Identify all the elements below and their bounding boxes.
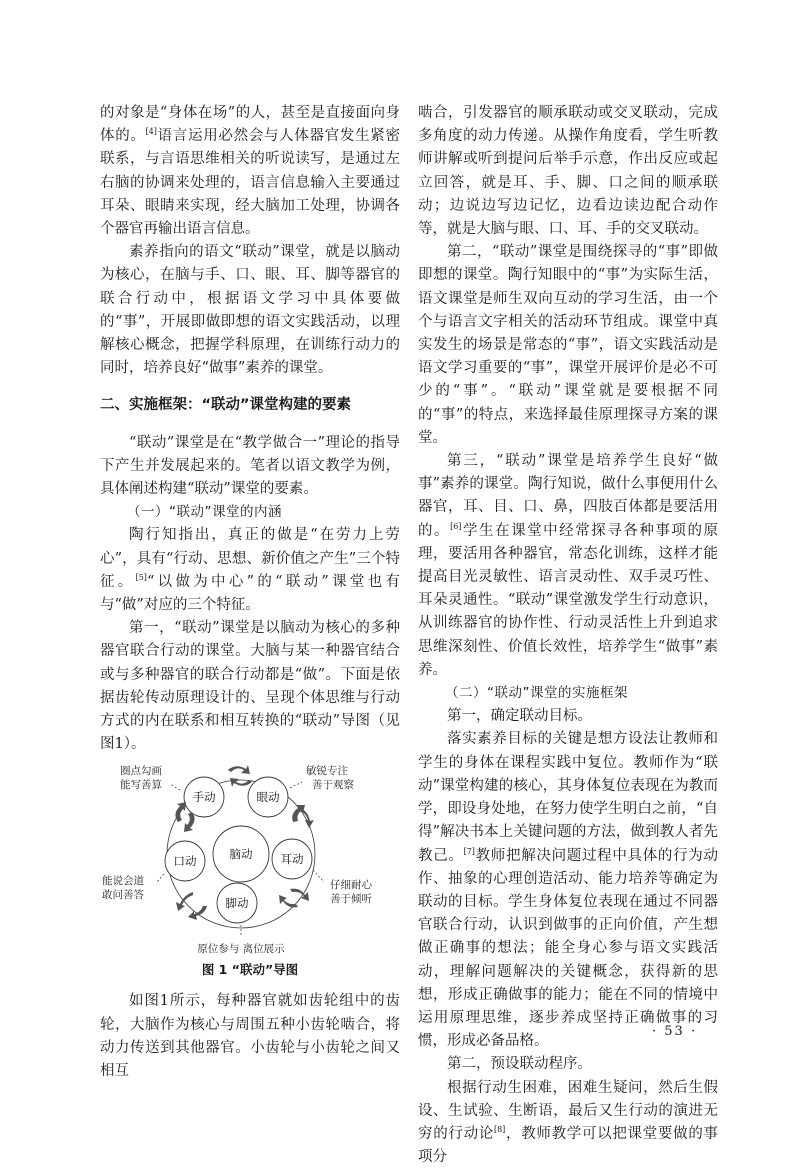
paragraph: 第一，“联动”课堂是以脑动为核心的多种器官联合行动的课堂。大脑与某一种器官结合或与多种器官的联合行动都是“做”。下面是依据齿轮传动原理设计的、呈现个体思维与行动方式的内在联系和相互转换的“联动”导图（见图1）。	[100, 620, 400, 753]
page-number: · 53 ·	[652, 1024, 698, 1039]
left-column	[100, 102, 400, 1083]
annotation-eye-2: 善于观察	[312, 779, 354, 792]
reference-mark: [6]	[450, 521, 462, 531]
gear-label: 耳动	[280, 852, 304, 867]
gear-label: 口动	[173, 854, 197, 869]
section-heading: 二、实施框架：“联动”课堂构建的要素	[100, 397, 352, 414]
subsection-heading: （一）“联动”课堂的内涵	[127, 504, 282, 521]
figure-caption: 图 1 “联动”导图	[201, 962, 299, 978]
gear-label: 眼动	[256, 790, 280, 805]
reference-mark: [4]	[145, 127, 157, 137]
figure-liandong-diagram	[100, 760, 400, 960]
paragraph: 素养指向的语文“联动”课堂，就是以脑动为核心，在脑与手、口、眼、耳、脚等器官的联合行动中，根据语文学习中具体要做的“事”，开展即做即想的语文实践活动，以理解核心概念，把握学科原理，在训练行动力的同时，培养良好“做事”素养的课堂。	[100, 244, 400, 377]
paragraph: 第二，预设联动程序。	[447, 1056, 592, 1073]
paragraph: 第三，“联动”课堂是培养学生良好“做事”素养的课堂。陶行知说，做什么事便用什么器官，耳、目、口、鼻，四肢百体都是要活用的。[6]学生在课堂中经常探寻各种事项的原理，要活用各种器官，常态化训练，这样才能提高目光灵敏性、语言灵动性、双手灵巧性、耳朵灵通性。“联动”课堂激发学生行动意识，从训练器官的协作性、行动灵活性上升到追求思维深刻性、价值长效性，培养学生“做事”素养。	[418, 453, 719, 678]
annotation-foot: 原位参与 离位展示	[197, 943, 285, 956]
paragraph: 第一，确定联动目标。	[447, 708, 592, 725]
annotation-ear-1: 仔细耐心	[330, 879, 372, 892]
reference-mark: [7]	[463, 846, 475, 856]
gear-ear	[272, 839, 312, 879]
gear-label: 手动	[192, 790, 216, 805]
paragraph: 如图1所示，每种器官就如齿轮组中的齿轮，大脑作为核心与周围五种小齿轮啮合，将动力传送到其他器官。小齿轮与小齿轮之间又相互	[100, 993, 400, 1080]
diagram-svg	[100, 760, 400, 960]
paragraph: 陶行知指出，真正的做是“在劳力上劳心”，具有“行动、思想、新价值之产生”三个特征。[5]“以做为中心”的“联动”课堂也有与“做”对应的三个特征。	[100, 527, 400, 614]
paragraph: 落实素养目标的关键是想方设法让教师和学生的身体在课程实践中复位。教师作为“联动”课堂构建的核心，其身体复位表现在为教而学，即设身处地，在努力使学生明白之前，“自得”解决书本上关键问题的方法，做到教人者先教己。[7]教师把解决问题过程中具体的行为动作、抽象的心理创造活动、能力培养等确定为联动的目标。学生身体复位表现在通过不同器官联合行动，认识到做事的正向价值，产生想做正确事的想法；能全身心参与语文实践活动，理解问题解决的关键概念，获得新的思想，形成正确做事的能力；能在不同的情境中运用原理思维，逐步养成坚持正确做事的习惯，形成必备品格。	[418, 731, 718, 1050]
annotation-ear-2: 善于倾听	[330, 893, 372, 906]
gear-mouth	[165, 841, 205, 881]
paragraph: 的对象是“身体在场”的人，甚至是直接面向身体的。[4]语言运用必然会与人体器官发生紧密联系，与言语思维相关的听说读写，是通过左右脑的协调来处理的，语言信息输入主要通过耳朵、眼睛来实现，经大脑加工处理，协调各个器官再输出语言信息。	[100, 105, 400, 238]
paragraph: 啮合，引发器官的顺承联动或交叉联动，完成多角度的动力传递。从操作角度看，学生听教师讲解或听到提问后举手示意，作出反应或起立回答，就是耳、手、脚、口之间的顺承联动；边说边写边记忆，边看边读边配合动作等，就是大脑与眼、口、耳、手的交叉联动。	[418, 105, 718, 238]
reference-mark: [8]	[493, 1125, 506, 1135]
paragraph: “联动”课堂是在“教学做合一”理论的指导下产生并发展起来的。笔者以语文教学为例，具体阐述构建“联动”课堂的要素。	[100, 434, 400, 498]
annotation-mouth-2: 敢问善答	[102, 889, 144, 902]
annotation-mouth-1: 能说会道	[102, 875, 144, 888]
annotation-eye-1: 敏锐专注	[306, 765, 348, 778]
center-gear-label: 脑动	[229, 847, 253, 862]
gear-hand	[184, 777, 224, 817]
gear-label: 脚动	[225, 896, 249, 911]
gear-foot	[217, 883, 257, 923]
annotation-hand-1: 圈点勾画	[120, 765, 162, 778]
reference-mark: [5]	[135, 573, 147, 583]
annotation-hand-2: 能写善算	[120, 779, 162, 792]
right-column	[418, 102, 718, 1169]
gear-eye	[248, 777, 288, 817]
subsection-heading: （二）“联动”课堂的实施框架	[445, 685, 628, 702]
paragraph: 第二，“联动”课堂是围绕探寻的“事”即做即想的课堂。陶行知眼中的“事”为实际生活，语文课堂是师生双向互动的学习生活，由一个个与语言文字相关的活动环节组成。课堂中真实发生的场景是常态的“事”，语文实践活动是语文学习重要的“事”，课堂开展评价是必不可少的“事”。“联动”课堂就是要根据不同的“事”的特点，来选择最佳原理探寻方案的课堂。	[418, 244, 718, 446]
paragraph: 根据行动生困难，困难生疑问，然后生假设、生试验、生断语，最后又生行动的演进无穷的行动论[8]，教师教学可以把课堂要做的事项分	[418, 1079, 719, 1166]
